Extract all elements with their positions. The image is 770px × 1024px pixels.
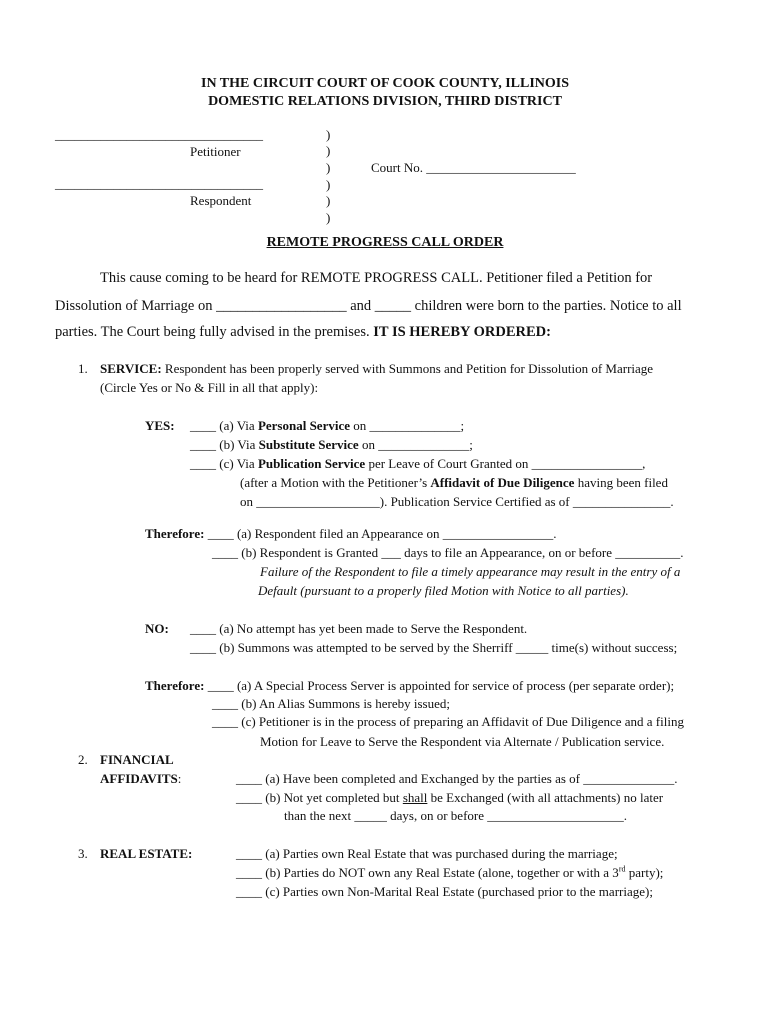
order-title: REMOTE PROGRESS CALL ORDER — [266, 235, 504, 250]
petitioner-label: Petitioner — [190, 144, 241, 159]
therefore-block-2: Therefore: ____ (a) A Special Process Server is appointed for service of process (per separate order); — [145, 678, 675, 693]
no-option-a: ____ (a) No attempt has yet been made to Serve the Respondent. — [190, 621, 528, 636]
item-number: 1. — [78, 361, 88, 376]
petitioner-blank: ________________________________ — [55, 127, 263, 142]
service-instructions: (Circle Yes or No & Fill in all that apply): — [100, 380, 319, 395]
caption-paren: ) — [326, 193, 331, 208]
respondent-label: Respondent — [190, 193, 252, 208]
yes-option-a: ____ (a) Via Personal Service on ______________; — [190, 418, 465, 433]
real-estate-title: REAL ESTATE: — [100, 846, 193, 861]
financial-option-b: ____ (b) Not yet completed but shall be Exchanged (with all attachments) no later — [236, 790, 664, 805]
court-number-field: Court No. _______________________ — [371, 160, 576, 175]
intro-line-3: parties. The Court being fully advised in the premises. IT IS HEREBY ORDERED: — [55, 324, 551, 340]
therefore-1-option-b: ____ (b) Respondent is Granted ___ days to file an Appearance, on or before __________. — [212, 545, 684, 560]
yes-option-c-line-2: (after a Motion with the Petitioner’s Affidavit of Due Diligence having been filed — [240, 475, 668, 490]
intro-line-1: This cause coming to be heard for REMOTE PROGRESS CALL. Petitioner filed a Petition for — [100, 270, 653, 286]
default-warning-2: Default (pursuant to a properly filed Motion with Notice to all parties). — [258, 583, 629, 598]
division-heading: DOMESTIC RELATIONS DIVISION, THIRD DISTRICT — [208, 94, 562, 109]
item-number: 3. — [78, 846, 88, 861]
financial-title-2: AFFIDAVITS: — [100, 771, 182, 786]
real-estate-option-a: ____ (a) Parties own Real Estate that was purchased during the marriage; — [236, 846, 618, 861]
yes-option-c: ____ (c) Via Publication Service per Leave of Court Granted on _________________, — [190, 456, 646, 471]
therefore-2-option-c: ____ (c) Petitioner is in the process of preparing an Affidavit of Due Diligence and a filing — [212, 714, 684, 729]
court-heading: IN THE CIRCUIT COURT OF COOK COUNTY, ILLINOIS — [201, 76, 569, 91]
no-label: NO: — [145, 621, 169, 636]
item-number: 2. — [78, 752, 88, 767]
therefore-2-option-c-line-2: Motion for Leave to Serve the Respondent via Alternate / Publication service. — [260, 734, 665, 749]
caption-paren: ) — [326, 177, 331, 192]
yes-option-c-line-3: on ___________________). Publication Service Certified as of _______________. — [240, 494, 674, 509]
caption-paren: ) — [326, 210, 331, 225]
yes-option-b: ____ (b) Via Substitute Service on ______________; — [190, 437, 473, 452]
caption-paren: ) — [326, 160, 331, 175]
real-estate-option-c: ____ (c) Parties own Non-Marital Real Estate (purchased prior to the marriage); — [236, 884, 653, 899]
yes-label: YES: — [145, 418, 175, 433]
caption-paren: ) — [326, 143, 331, 158]
financial-option-b-line-2: than the next _____ days, on or before _____________________. — [284, 808, 628, 823]
hereby-ordered: IT IS HEREBY ORDERED: — [373, 324, 551, 340]
caption-paren: ) — [326, 127, 331, 142]
therefore-block-1: Therefore: ____ (a) Respondent filed an Appearance on _________________. — [145, 526, 557, 541]
intro-line-2: Dissolution of Marriage on __________________ and _____ children were born to the parties. Notice to all — [55, 298, 682, 314]
financial-title-1: FINANCIAL — [100, 752, 174, 767]
default-warning-1: Failure of the Respondent to file a timely appearance may result in the entry of a — [260, 564, 681, 579]
respondent-blank: ________________________________ — [55, 176, 263, 191]
financial-option-a: ____ (a) Have been completed and Exchanged by the parties as of ______________. — [236, 771, 678, 786]
real-estate-option-b: ____ (b) Parties do NOT own any Real Estate (alone, together or with a 3rd party); — [236, 864, 664, 880]
no-option-b: ____ (b) Summons was attempted to be served by the Sherriff _____ time(s) without success; — [190, 640, 678, 655]
service-intro: SERVICE: Respondent has been properly served with Summons and Petition for Dissolution of Marriage — [100, 361, 654, 376]
therefore-2-option-b: ____ (b) An Alias Summons is hereby issued; — [212, 696, 450, 711]
service-title: SERVICE: — [100, 361, 162, 376]
